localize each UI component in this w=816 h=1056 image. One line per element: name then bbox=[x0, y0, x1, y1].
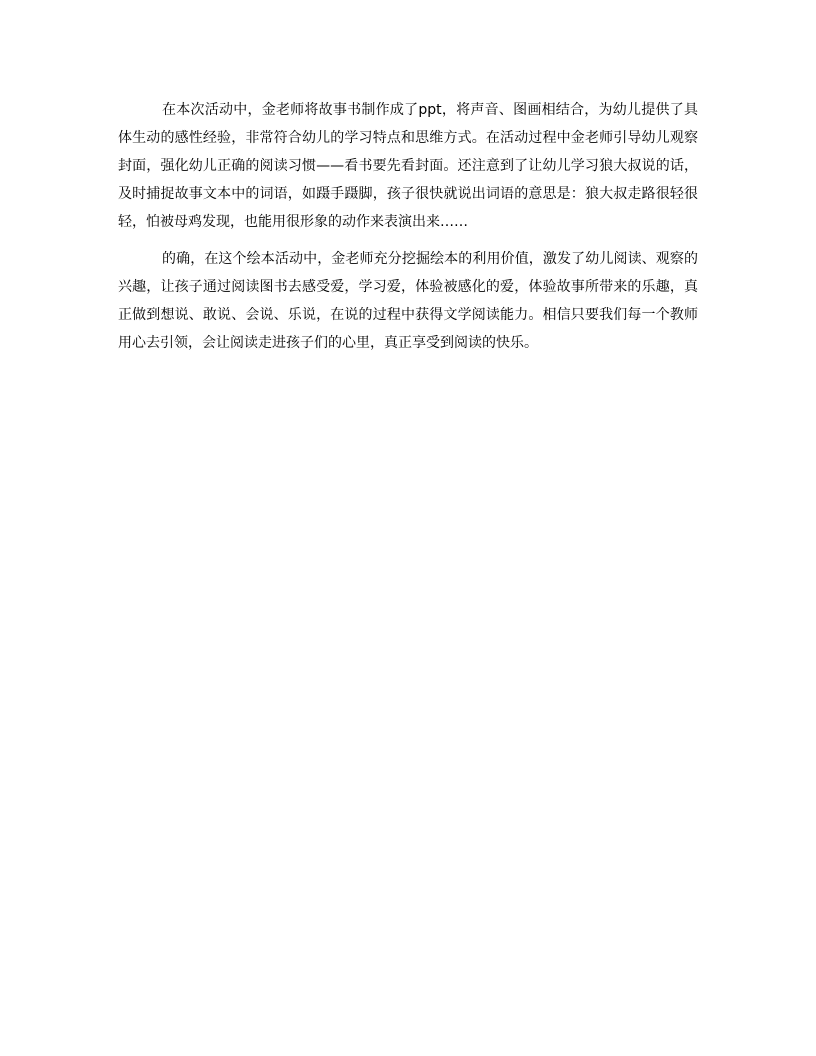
paragraph-conclusion: 的确，在这个绘本活动中，金老师充分挖掘绘本的利用价值，激发了幼儿阅读、观察的兴趣，让孩子通过阅读图书去感受爱，学习爱，体验被感化的爱，体验故事所带来的乐趣，真正做到想说、敢说、会说、乐说，在说的过程中获得文学阅读能力。相信只要我们每一个教师用心去引领，会让阅读走进孩子们的心里，真正享受到阅读的快乐。 bbox=[118, 251, 698, 351]
paragraph-activity-review: 在本次活动中，金老师将故事书制作成了ppt，将声音、图画相结合，为幼儿提供了具体生动的感性经验，非常符合幼儿的学习特点和思维方式。在活动过程中金老师引导幼儿观察封面，强化幼儿正确的阅读习惯——看书要先看封面。还注意到了让幼儿学习狼大叔说的话，及时捕捉故事文本中的词语，如蹑手蹑脚，孩子很快就说出词语的意思是：狼大叔走路很轻很轻，怕被母鸡发现，也能用很形象的动作来表演出来…… bbox=[118, 102, 698, 230]
document-body bbox=[118, 96, 698, 357]
